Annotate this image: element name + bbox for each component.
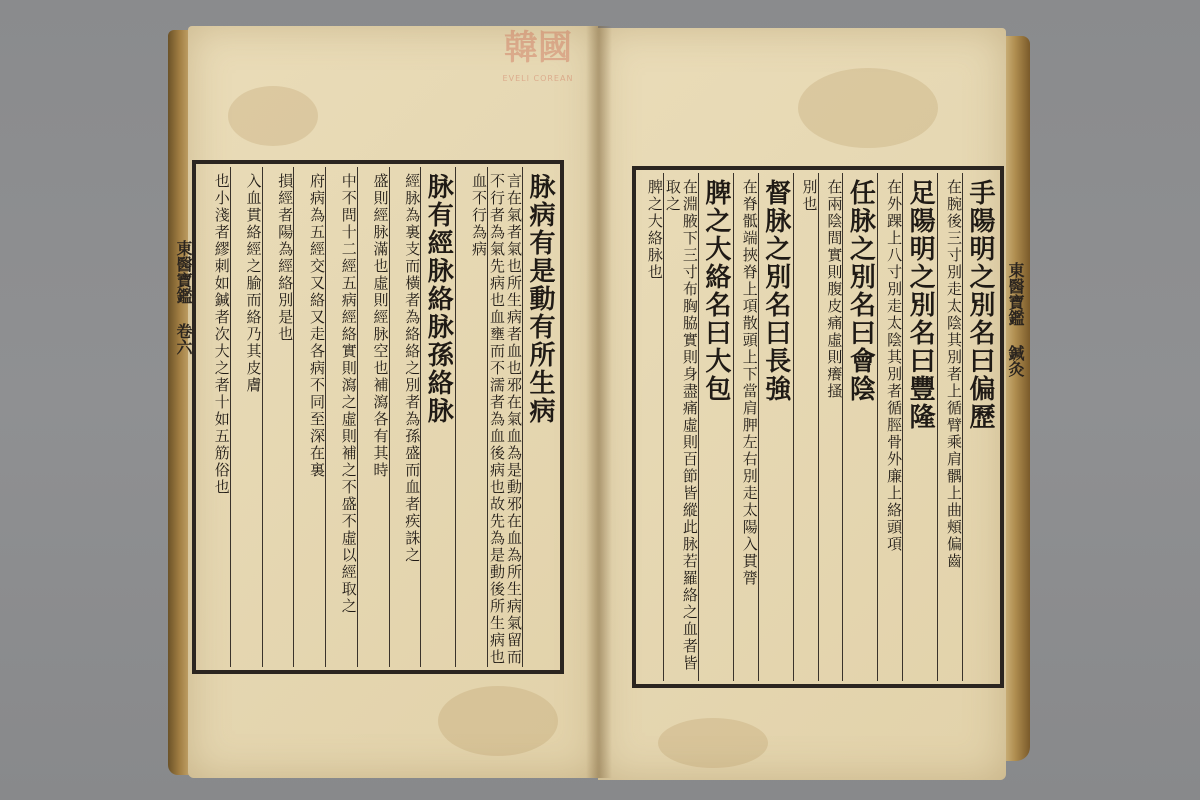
text-column: 足陽明之別名曰豐隆 — [902, 173, 937, 681]
text-column: 言在氣者氣也所生病者血也邪在氣血為是動邪在血為所生病氣留而不行者為氣先病也血壅而不濡者為血後病也故先為是動後所生病也 — [487, 167, 522, 667]
text-column: 經脉為裏支而橫者為絡絡之別者為孫盛而血者疾誅之 — [389, 167, 421, 667]
text-column: 脾之大絡脉也 — [645, 179, 664, 281]
text-column: 督脉之別名曰長強 — [758, 173, 793, 681]
text-column: 手陽明之別名曰偏歷 — [962, 173, 997, 681]
text-column: 損經者陽為經絡別是也 — [262, 167, 294, 667]
text-column: 也小淺者繆刺如鍼者次大之者十如五筋俗也 — [212, 173, 231, 496]
left-text-columns — [199, 167, 557, 667]
text-column: 在脊骶端挾脊上項散頭上下當肩胛左右別走太陽入貫膂 — [733, 173, 758, 681]
text-column: 別也 — [793, 173, 818, 681]
left-margin-label: 東醫寶鑑 卷六 — [174, 240, 193, 355]
text-column: 在外踝上八寸別走太陰其別者循脛骨外廉上絡頭項 — [877, 173, 902, 681]
text-column: 血不行為病 — [455, 167, 487, 667]
text-column: 任脉之別名曰會陰 — [842, 173, 877, 681]
book-gutter — [586, 26, 612, 778]
watermark-stamp — [502, 22, 574, 92]
watermark-caption: EVELI COREAN — [502, 74, 574, 83]
text-column: 在兩陰間實則腹皮痛虛則癢搔 — [818, 173, 843, 681]
text-column: 脉病有是動有所生病 — [522, 167, 557, 667]
text-column: 在淵腋下三寸布胸脇實則身盡痛虛則百節皆縱此脉若羅絡之血者皆取之 — [663, 173, 698, 681]
text-column: 府病為五經交又絡又走各病不同至深在裏 — [293, 167, 325, 667]
right-margin-label: 東醫寶鑑 鍼灸 — [1006, 262, 1025, 377]
right-text-columns — [639, 173, 997, 681]
watermark-text: 韓國 — [504, 28, 572, 68]
text-column: 盛則經脉滿也虛則經脉空也補瀉各有其時 — [357, 167, 389, 667]
text-column: 脉有經脉絡脉孫絡脉 — [420, 167, 455, 667]
text-column: 在腕後三寸別走太陰其別者上循臂乘肩髃上曲頰偏齒 — [937, 173, 962, 681]
left-text-frame — [192, 160, 564, 674]
text-column: 入血貫絡經之腧而絡乃其皮膚 — [230, 167, 262, 667]
text-column: 中不問十二經五病經絡實則瀉之虛則補之不盛不虛以經取之 — [325, 167, 357, 667]
text-column: 脾之大絡名曰大包 — [698, 173, 733, 681]
right-text-frame — [632, 166, 1004, 688]
